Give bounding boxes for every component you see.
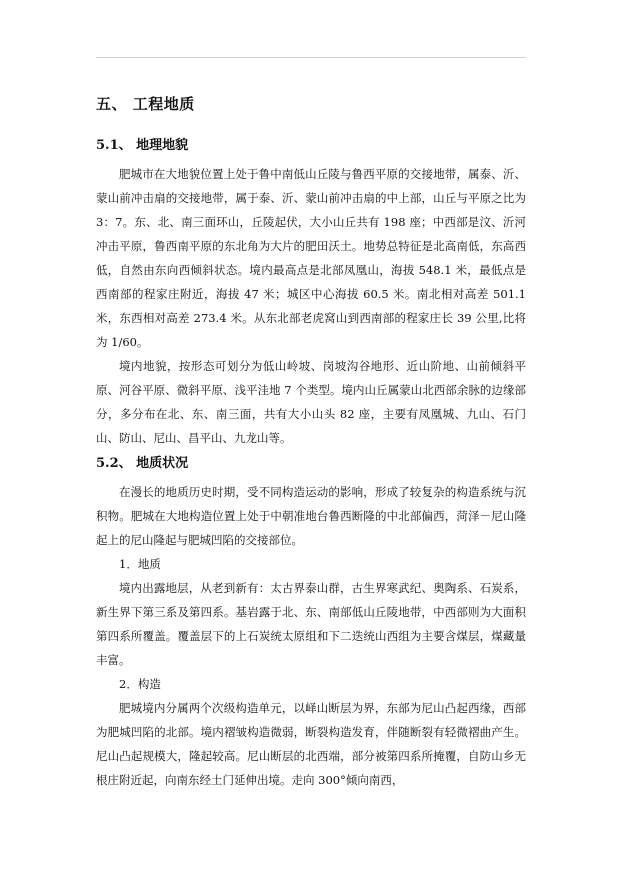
- paragraph-geomorphology-1: 肥城市在大地貌位置上处于鲁中南低山丘陵与鲁西平原的交接地带，属泰、沂、蒙山前冲击扇的交接地带，属于泰、沂、蒙山前冲击扇的中上部，山丘与平原之比为 3：7。东、北、南三面环山，丘陵起伏，大小山丘共有 198 座；中西部是汶、沂河冲击平原，鲁西南平原的东北角为大片的肥田沃土。地势总特征是北高南低，东高西低，自然由东向西倾斜状态。境内最高点是北部凤凰山，海拔 548.1 米，最低点是西南部的程家庄附近，海拔 47 米；城区中心海拔 60.5 米。南北相对高差 501.1 米，东西相对高差 273.4 米。从东北部老虎窝山到西南部的程家庄长 39 公里,比将为 1/60。: [96, 167, 526, 349]
- list-label-geology: 1．地质: [119, 557, 161, 571]
- paragraph-geology-intro: 在漫长的地质历史时期，受不同构造运动的影响，形成了较复杂的构造系统与沉积物。肥城在大地构造位置上处于中朝准地台鲁西断隆的中北部偏西，菏泽－尼山隆起上的尼山隆起与肥城凹陷的交接部位。: [96, 485, 526, 547]
- paragraph-geology-strata: 境内出露地层，从老到新有：太古界泰山群，古生界寒武纪、奥陶系、石炭系，新生界下第三系及第四系。基岩露于北、东、南部低山丘陵地带，中西部则为大面积第四系所覆盖。覆盖层下的上石炭统太原组和下二迭统山西组为主要含煤层，煤藏量丰富。: [96, 581, 526, 667]
- section-heading-geology: 5.2、 地质状况: [96, 456, 189, 471]
- chapter-heading: 五、 工程地质: [96, 95, 195, 113]
- header-divider: [96, 57, 526, 58]
- section-heading-geomorphology: 5.1、 地理地貌: [96, 138, 189, 153]
- document-body: [96, 92, 526, 792]
- list-label-structure: 2．构造: [119, 677, 161, 691]
- paragraph-geology-structure: 肥城境内分属两个次级构造单元，以峄山断层为界，东部为尼山凸起西缘，西部为肥城凹陷的北部。境内褶皱构造微弱，断裂构造发育，伴随断裂有轻微褶曲产生。尼山凸起规模大，隆起较高。尼山断层的北西端，部分被第四系所掩覆，自防山乡无根庄附近起，向南东经土门延伸出境。走向 300°倾向南西，: [96, 701, 526, 787]
- paragraph-geomorphology-2: 境内地貌，按形态可划分为低山岭坡、岗坡沟谷地形、近山阶地、山前倾斜平原、河谷平原、微斜平原、浅平洼地 7 个类型。境内山丘属蒙山北西部余脉的边缘部分，多分布在北、东、南三面，共有大小山头 82 座，主要有凤凰城、九山、石门山、防山、尼山、昌平山、九龙山等。: [96, 359, 526, 445]
